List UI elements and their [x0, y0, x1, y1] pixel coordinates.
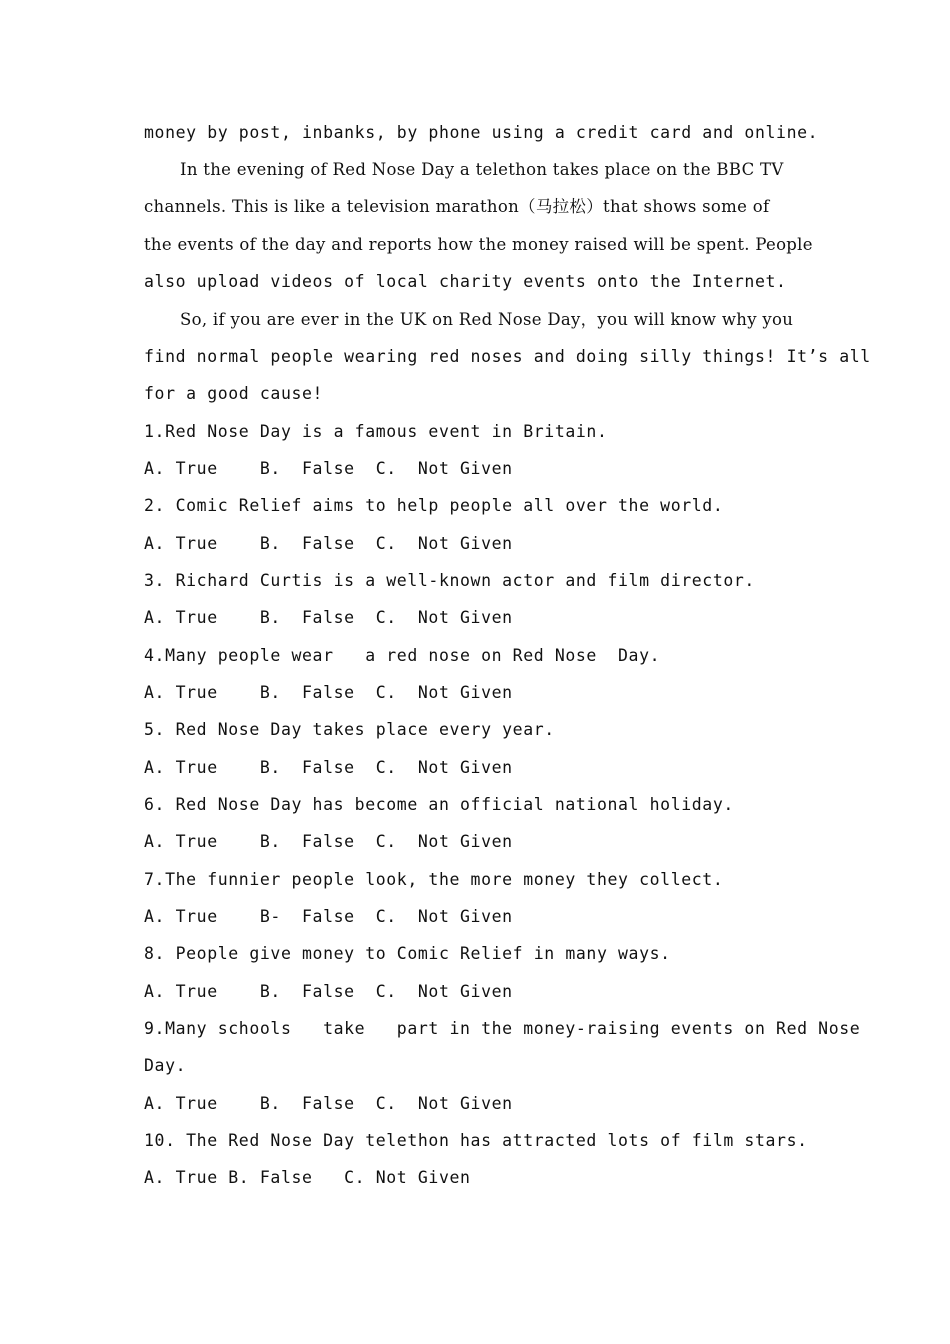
question-text: 7.The funnier people look, the more money they collect. — [144, 870, 724, 889]
question-text: 6. Red Nose Day has become an official national holiday. — [144, 795, 734, 814]
question-text: 10. The Red Nose Day telethon has attracted lots of film stars. — [144, 1131, 808, 1150]
question-options: A. True B. False C. Not Given — [144, 459, 513, 478]
question-text: 3. Richard Curtis is a well-known actor and film director. — [144, 571, 755, 590]
passage-line: the events of the day and reports how the money raised will be spent. People — [144, 235, 813, 254]
question-options: A. True B. False C. Not Given — [144, 683, 513, 702]
question-options: A. True B. False C. Not Given — [144, 832, 513, 851]
passage-line: So, if you are ever in the UK on Red Nose Day，you will know why you — [180, 310, 794, 329]
question-options: A. True B. False C. Not Given — [144, 1094, 513, 1113]
passage-line: for a good cause! — [144, 384, 324, 403]
question-options: A. True B- False C. Not Given — [144, 907, 513, 926]
question-text: 9.Many schools take part in the money-raising events on Red Nose — [144, 1019, 861, 1038]
passage-line: find normal people wearing red noses and doing silly things! It’s all — [144, 347, 871, 366]
question-options: A. True B. False C. Not Given — [144, 1168, 471, 1187]
passage-line: also upload videos of local charity events onto the Internet. — [144, 272, 787, 291]
passage-line: In the evening of Red Nose Day a telethon takes place on the BBC TV — [180, 160, 784, 179]
question-options: A. True B. False C. Not Given — [144, 982, 513, 1001]
question-options: A. True B. False C. Not Given — [144, 534, 513, 553]
question-text: 4.Many people wear a red nose on Red Nose Day. — [144, 646, 661, 665]
question-options: A. True B. False C. Not Given — [144, 608, 513, 627]
question-text: 5. Red Nose Day takes place every year. — [144, 720, 555, 739]
passage-line: channels. This is like a television marathon（马拉松）that shows some of — [144, 197, 770, 216]
question-text: 1.Red Nose Day is a famous event in Britain. — [144, 422, 608, 441]
question-text: 8. People give money to Comic Relief in many ways. — [144, 944, 671, 963]
question-options: A. True B. False C. Not Given — [144, 758, 513, 777]
question-text: Day. — [144, 1056, 187, 1075]
passage-line: money by post, inbanks, by phone using a credit card and online. — [144, 123, 819, 142]
question-text: 2. Comic Relief aims to help people all over the world. — [144, 496, 724, 515]
